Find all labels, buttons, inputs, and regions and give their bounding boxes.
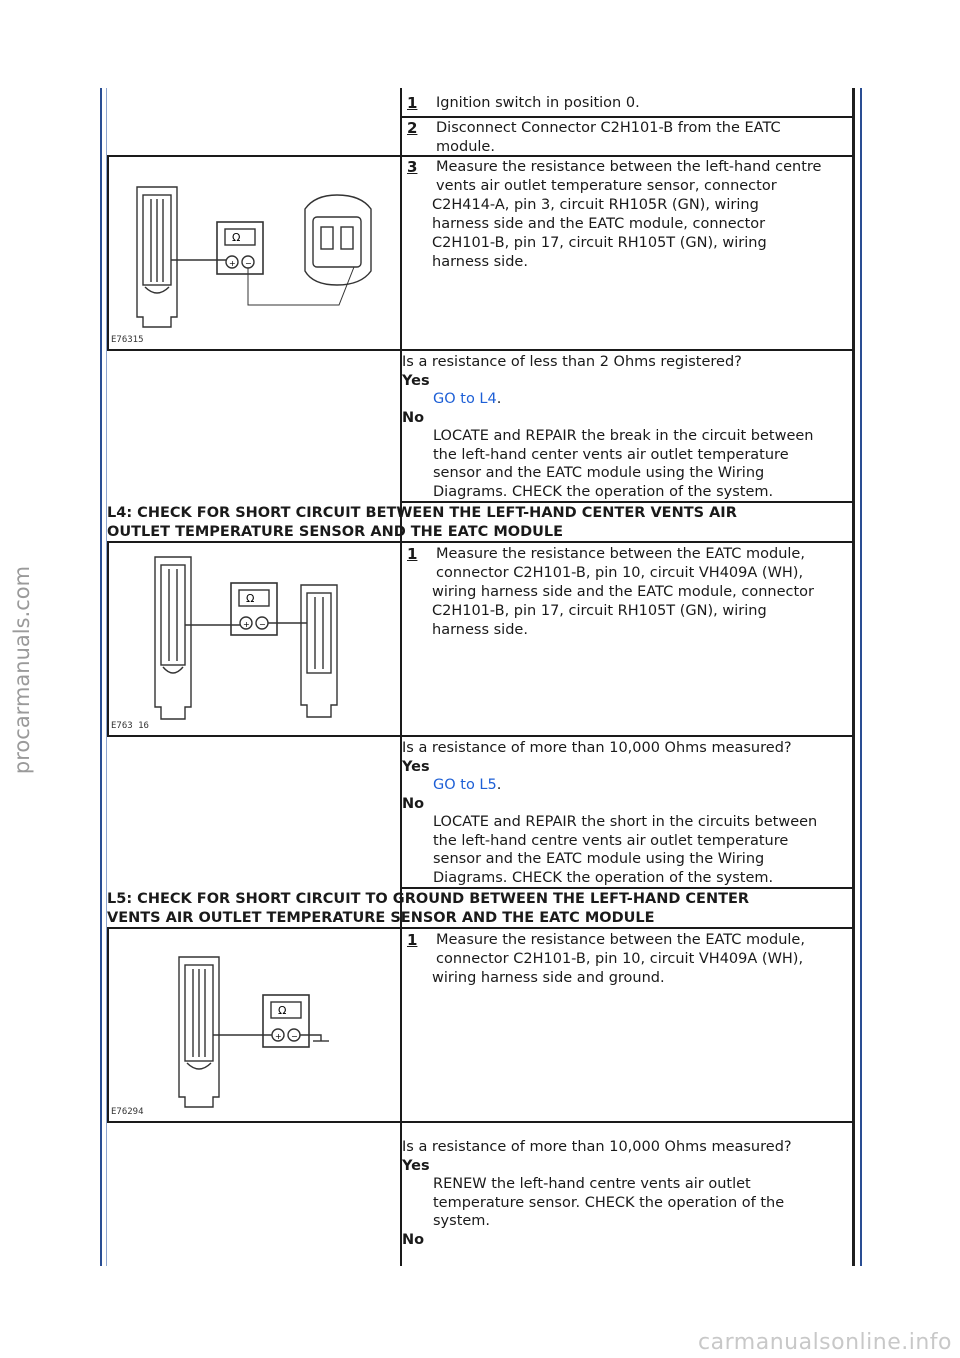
no-text: sensor and the EATC module using the Wiring <box>433 851 765 867</box>
step-text: harness side and the EATC module, connector <box>432 216 766 232</box>
meter-minus: − <box>291 1032 298 1041</box>
rule <box>402 501 853 503</box>
step-text: module. <box>436 139 495 155</box>
step-number: 2 <box>407 119 418 137</box>
go-to-l4-link[interactable]: GO to L4 <box>433 391 497 407</box>
step-number: 3 <box>407 158 418 176</box>
left-margin-bar <box>100 88 102 1266</box>
step-text: connector C2H101-B, pin 10, circuit VH409A (WH), <box>436 951 804 967</box>
step-text: Measure the resistance between the left-hand centre <box>436 159 822 175</box>
step-text: C2H414-A, pin 3, circuit RH105R (GN), wiring <box>432 197 759 213</box>
heading-line: L5: CHECK FOR SHORT CIRCUIT TO GROUND BETWEEN THE LEFT-HAND CENTER <box>107 891 750 907</box>
connector-meter-diagram <box>109 929 399 1119</box>
no-label: No <box>402 1231 425 1248</box>
question-text: Is a resistance of more than 10,000 Ohms measured? <box>402 1139 792 1155</box>
no-text: the left-hand centre vents air outlet temperature <box>433 832 789 849</box>
footer-watermark: carmanualsonline.info <box>698 1330 952 1355</box>
punctuation: . <box>496 777 502 793</box>
wiring-figure-e76315 <box>109 157 399 347</box>
step-text: wiring harness side and ground. <box>432 970 665 986</box>
ohm-symbol: Ω <box>246 592 255 605</box>
l4-result-block <box>402 739 852 887</box>
rule <box>107 735 853 737</box>
figure-id: E763 16 <box>111 721 149 731</box>
step-text: wiring harness side and the EATC module, connector <box>432 584 814 600</box>
rule <box>402 887 853 889</box>
heading-line: L4: CHECK FOR SHORT CIRCUIT BETWEEN THE LEFT-HAND CENTER VENTS AIR <box>107 505 737 521</box>
heading-line: VENTS AIR OUTLET TEMPERATURE SENSOR AND THE EATC MODULE <box>107 910 655 926</box>
meter-plus: + <box>243 620 250 629</box>
step-text: harness side. <box>432 254 528 270</box>
yes-text: system. <box>433 1213 491 1229</box>
step-2 <box>402 119 852 157</box>
meter-minus: − <box>245 259 252 268</box>
meter-plus: + <box>275 1032 282 1041</box>
step-number: 1 <box>407 545 418 563</box>
no-label: No <box>402 795 425 812</box>
l4-step-1 <box>402 545 852 640</box>
right-margin-bar <box>852 88 855 1266</box>
question-text: Is a resistance of more than 10,000 Ohms measured? <box>402 740 792 756</box>
no-label: No <box>402 409 425 426</box>
heading-line: OUTLET TEMPERATURE SENSOR AND THE EATC MODULE <box>107 524 564 540</box>
no-text: the left-hand center vents air outlet temperature <box>433 446 789 463</box>
step-1 <box>402 94 852 113</box>
side-watermark: procarmanuals.com <box>10 565 34 775</box>
right-margin-bar-outer <box>860 88 862 1266</box>
no-text: LOCATE and REPAIR the short in the circuits between <box>433 814 818 830</box>
connector-meter-diagram <box>109 543 399 733</box>
ohm-symbol: Ω <box>232 231 241 244</box>
figure-id: E76294 <box>111 1107 144 1117</box>
rule <box>107 349 853 351</box>
l3-result-block <box>402 353 852 501</box>
step-text: harness side. <box>432 622 528 638</box>
step-text: C2H101-B, pin 17, circuit RH105T (GN), wiring <box>432 235 767 251</box>
no-text: LOCATE and REPAIR the break in the circuit between <box>433 428 814 444</box>
yes-text: temperature sensor. CHECK the operation of the <box>433 1194 785 1211</box>
yes-label: Yes <box>402 1157 430 1174</box>
meter-minus: − <box>259 620 266 629</box>
question-text: Is a resistance of less than 2 Ohms registered? <box>402 354 742 370</box>
step-number: 1 <box>407 94 418 112</box>
l5-step-1 <box>402 931 852 988</box>
wiring-figure-e76316 <box>109 543 399 733</box>
l5-heading <box>107 890 852 928</box>
wiring-figure-e76294 <box>109 929 399 1119</box>
step-number: 1 <box>407 931 418 949</box>
no-text: sensor and the EATC module using the Wiring <box>433 465 765 481</box>
yes-label: Yes <box>402 372 430 389</box>
meter-plus: + <box>229 259 236 268</box>
connector-meter-diagram <box>109 157 399 347</box>
punctuation: . <box>496 391 502 407</box>
yes-text: RENEW the left-hand centre vents air outlet <box>433 1176 751 1192</box>
rule <box>107 1121 853 1123</box>
l4-heading <box>107 504 852 542</box>
step-text: Measure the resistance between the EATC module, <box>436 546 805 562</box>
step-text: Disconnect Connector C2H101-B from the EATC <box>436 120 781 136</box>
step-text: Ignition switch in position 0. <box>436 95 640 111</box>
step-text: C2H101-B, pin 17, circuit RH105T (GN), wiring <box>432 603 767 619</box>
ohm-symbol: Ω <box>278 1004 287 1017</box>
l5-result-block <box>402 1138 852 1249</box>
figure-id: E76315 <box>111 335 144 345</box>
step-text: vents air outlet temperature sensor, connector <box>436 178 777 194</box>
step-text: connector C2H101-B, pin 10, circuit VH409A (WH), <box>436 565 804 581</box>
rule <box>402 116 853 118</box>
step-3 <box>402 158 852 272</box>
step-text: Measure the resistance between the EATC module, <box>436 932 805 948</box>
no-text: Diagrams. CHECK the operation of the system. <box>433 483 774 500</box>
go-to-l5-link[interactable]: GO to L5 <box>433 777 497 793</box>
no-text: Diagrams. CHECK the operation of the system. <box>433 869 774 886</box>
yes-label: Yes <box>402 758 430 775</box>
